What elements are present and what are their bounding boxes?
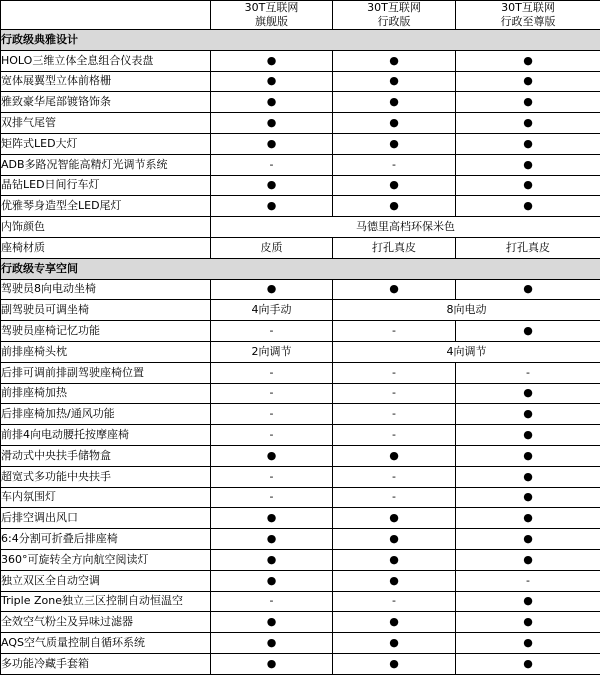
feature-value-executive-premium: -	[456, 362, 600, 383]
trim-edition: 行政版	[377, 15, 411, 28]
feature-value-executive-premium: ●	[456, 404, 600, 425]
feature-row	[1, 300, 600, 321]
feature-row	[1, 383, 600, 404]
feature-value-executive-premium: ●	[456, 466, 600, 487]
feature-value-executive: ●	[333, 508, 456, 529]
feature-label: 矩阵式LED大灯	[1, 133, 211, 154]
feature-value-flagship: ●	[211, 133, 333, 154]
feature-value-flagship: 4向手动	[211, 300, 333, 321]
feature-value-executive: ●	[333, 92, 456, 113]
feature-value-executive-premium: ●	[456, 50, 600, 71]
feature-value-executive: ●	[333, 50, 456, 71]
feature-value-flagship: -	[211, 321, 333, 342]
feature-row	[1, 362, 600, 383]
feature-label: 车内氛围灯	[1, 487, 211, 508]
feature-value-flagship: ●	[211, 529, 333, 550]
feature-row	[1, 529, 600, 550]
feature-value-flagship: ●	[211, 633, 333, 654]
feature-label: AQS空气质量控制自循环系统	[1, 633, 211, 654]
feature-row	[1, 653, 600, 674]
feature-row	[1, 633, 600, 654]
feature-label: 超宽式多功能中央扶手	[1, 466, 211, 487]
feature-label: 宽体展翼型立体前格栅	[1, 71, 211, 92]
feature-label: HOLO三维立体全息组合仪表盘	[1, 50, 211, 71]
feature-label: 前排4向电动腰托按摩座椅	[1, 425, 211, 446]
feature-value-executive-premium: ●	[456, 633, 600, 654]
feature-value-executive: 打孔真皮	[333, 237, 456, 258]
feature-label: ADB多路况智能高精灯光调节系统	[1, 154, 211, 175]
feature-label: 优雅琴身造型全LED尾灯	[1, 196, 211, 217]
feature-row	[1, 425, 600, 446]
trim-edition: 旗舰版	[255, 15, 288, 28]
feature-label: 后排空调出风口	[1, 508, 211, 529]
feature-value-executive-premium: 打孔真皮	[456, 237, 600, 258]
feature-value-executive: ●	[333, 570, 456, 591]
feature-row	[1, 445, 600, 466]
feature-row	[1, 466, 600, 487]
feature-value-flagship: ●	[211, 113, 333, 134]
feature-value-executive: ●	[333, 529, 456, 550]
feature-label: 滑动式中央扶手储物盒	[1, 445, 211, 466]
feature-value-flagship: -	[211, 487, 333, 508]
feature-value-executive-premium: ●	[456, 612, 600, 633]
feature-label: 360°可旋转全方向航空阅读灯	[1, 549, 211, 570]
feature-value-executive: ●	[333, 133, 456, 154]
feature-value-flagship: ●	[211, 549, 333, 570]
trim-header-executive-premium	[456, 1, 600, 30]
feature-value-flagship: ●	[211, 570, 333, 591]
feature-value-flagship: ●	[211, 92, 333, 113]
feature-value-executive: -	[333, 154, 456, 175]
feature-label: 驾驶员8向电动坐椅	[1, 279, 211, 300]
feature-value-executive-premium: ●	[456, 113, 600, 134]
feature-value-executive-premium: ●	[456, 653, 600, 674]
section-header-row	[1, 258, 600, 279]
feature-value-flagship: ●	[211, 196, 333, 217]
feature-row	[1, 196, 600, 217]
section-title: 行政级专享空间	[1, 258, 600, 279]
feature-label: Triple Zone独立三区控制自动恒温空	[1, 591, 211, 612]
feature-row	[1, 508, 600, 529]
feature-value-flagship: ●	[211, 50, 333, 71]
feature-row	[1, 279, 600, 300]
feature-value-flagship: ●	[211, 71, 333, 92]
feature-value-flagship: -	[211, 425, 333, 446]
feature-row	[1, 154, 600, 175]
feature-row	[1, 133, 600, 154]
feature-value-executive-premium: ●	[456, 71, 600, 92]
feature-label: 副驾驶员可调坐椅	[1, 300, 211, 321]
feature-value-flagship: -	[211, 466, 333, 487]
feature-label: 前排座椅头枕	[1, 341, 211, 362]
feature-row	[1, 321, 600, 342]
trim-header-flagship	[211, 1, 333, 30]
trim-name: 30T互联网	[244, 1, 299, 14]
feature-value-executive: ●	[333, 175, 456, 196]
feature-label: 雅致豪华尾部镀铬饰条	[1, 92, 211, 113]
feature-value-flagship: -	[211, 154, 333, 175]
feature-value-flagship: ●	[211, 445, 333, 466]
feature-value-flagship: ●	[211, 653, 333, 674]
header-blank-cell	[1, 1, 211, 30]
feature-value-executive: ●	[333, 279, 456, 300]
feature-value-executive-premium: -	[456, 570, 600, 591]
feature-label: 驾驶员座椅记忆功能	[1, 321, 211, 342]
feature-value-executive: -	[333, 487, 456, 508]
feature-value-executive-premium: ●	[456, 529, 600, 550]
feature-value-executive-premium: ●	[456, 175, 600, 196]
feature-value-executive: -	[333, 466, 456, 487]
feature-value-flagship: 皮质	[211, 237, 333, 258]
feature-value-executive-premium: ●	[456, 445, 600, 466]
feature-row	[1, 487, 600, 508]
feature-value-executive-premium: ●	[456, 487, 600, 508]
trim-name: 30T互联网	[367, 1, 421, 14]
feature-value-executive-merged: 8向电动	[333, 300, 600, 321]
header-row	[1, 1, 600, 30]
feature-row	[1, 341, 600, 362]
feature-label: 内饰颜色	[1, 217, 211, 238]
section-title: 行政级典雅设计	[1, 30, 600, 51]
feature-value-executive-premium: ●	[456, 383, 600, 404]
feature-value-executive: ●	[333, 71, 456, 92]
feature-row	[1, 92, 600, 113]
feature-row	[1, 217, 600, 238]
feature-value-executive: ●	[333, 633, 456, 654]
trim-name: 30T互联网	[501, 1, 555, 14]
feature-value-merged: 马德里高档环保米色	[211, 217, 600, 238]
feature-value-executive: -	[333, 404, 456, 425]
feature-row	[1, 570, 600, 591]
feature-label: 多功能冷藏手套箱	[1, 653, 211, 674]
feature-value-flagship: ●	[211, 612, 333, 633]
feature-row	[1, 175, 600, 196]
feature-row	[1, 113, 600, 134]
feature-row	[1, 237, 600, 258]
feature-value-executive-premium: ●	[456, 549, 600, 570]
feature-value-flagship: ●	[211, 175, 333, 196]
feature-label: 独立双区全自动空调	[1, 570, 211, 591]
feature-value-executive-premium: ●	[456, 591, 600, 612]
feature-value-executive-premium: ●	[456, 321, 600, 342]
feature-value-flagship: -	[211, 591, 333, 612]
feature-value-flagship: -	[211, 404, 333, 425]
feature-value-executive: ●	[333, 549, 456, 570]
feature-label: 6:4分割可折叠后排座椅	[1, 529, 211, 550]
feature-value-executive: ●	[333, 612, 456, 633]
trim-edition: 行政至尊版	[500, 15, 556, 28]
feature-value-executive: ●	[333, 653, 456, 674]
section-header-row	[1, 30, 600, 51]
feature-value-executive-premium: ●	[456, 154, 600, 175]
feature-row	[1, 50, 600, 71]
feature-value-executive-premium: ●	[456, 425, 600, 446]
feature-value-executive: ●	[333, 445, 456, 466]
feature-label: 双排气尾管	[1, 113, 211, 134]
feature-value-executive-premium: ●	[456, 508, 600, 529]
feature-value-flagship: ●	[211, 508, 333, 529]
feature-value-executive: -	[333, 362, 456, 383]
feature-value-executive: ●	[333, 113, 456, 134]
feature-row	[1, 549, 600, 570]
feature-value-flagship: ●	[211, 279, 333, 300]
feature-label: 座椅材质	[1, 237, 211, 258]
feature-row	[1, 404, 600, 425]
trim-header-executive	[333, 1, 456, 30]
feature-value-flagship: -	[211, 362, 333, 383]
feature-row	[1, 612, 600, 633]
feature-value-executive: -	[333, 425, 456, 446]
feature-value-executive-premium: ●	[456, 92, 600, 113]
feature-label: 全效空气粉尘及异味过滤器	[1, 612, 211, 633]
feature-row	[1, 591, 600, 612]
feature-value-executive: -	[333, 383, 456, 404]
feature-label: 晶钻LED日间行车灯	[1, 175, 211, 196]
feature-value-flagship: -	[211, 383, 333, 404]
feature-value-executive-premium: ●	[456, 279, 600, 300]
feature-value-executive: ●	[333, 196, 456, 217]
feature-value-flagship: 2向调节	[211, 341, 333, 362]
feature-label: 前排座椅加热	[1, 383, 211, 404]
feature-label: 后排可调前排副驾驶座椅位置	[1, 362, 211, 383]
feature-value-executive-merged: 4向调节	[333, 341, 600, 362]
feature-value-executive-premium: ●	[456, 133, 600, 154]
feature-row	[1, 71, 600, 92]
feature-value-executive: -	[333, 591, 456, 612]
feature-value-executive: -	[333, 321, 456, 342]
feature-value-executive-premium: ●	[456, 196, 600, 217]
feature-label: 后排座椅加热/通风功能	[1, 404, 211, 425]
